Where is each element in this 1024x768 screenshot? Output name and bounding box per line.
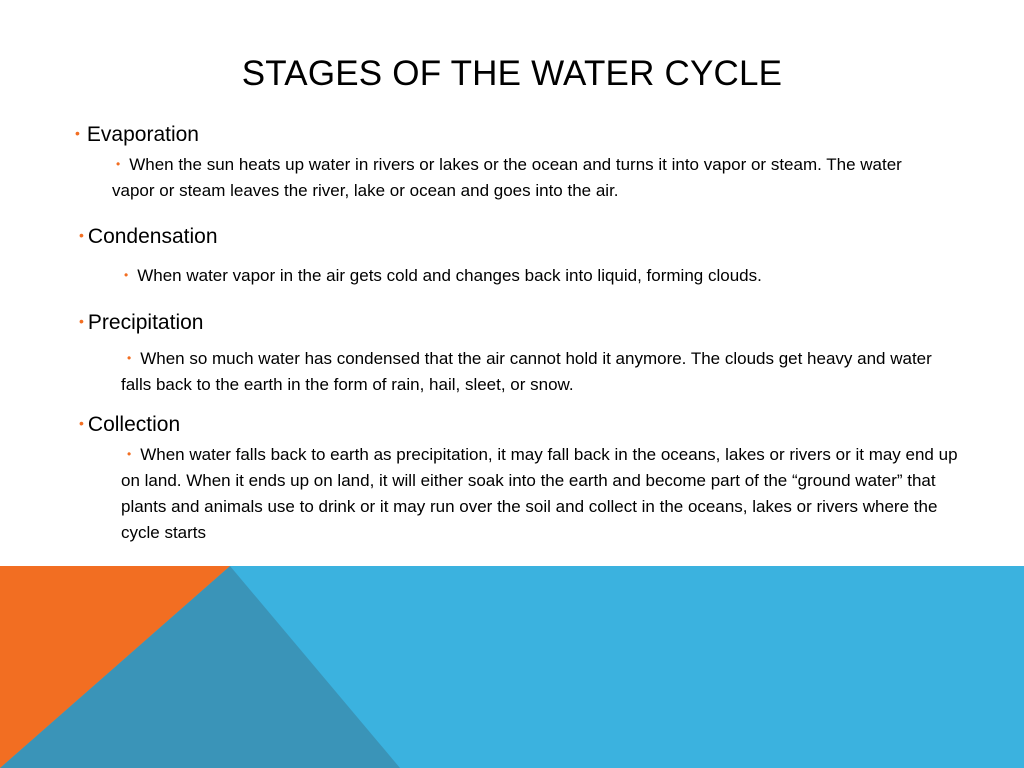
stage-heading-label: Precipitation (87, 311, 204, 334)
stage-heading-label: Condensation (87, 225, 218, 248)
stage-description-text: When water falls back to earth as precipitation, it may fall back in the oceans, lakes or rivers or it may end up on land. When it ends up on land, it will either soak into the earth and become part of the “ground water” that plants and animals use to drink or it may run over the soil and collect in the oceans, lakes or rivers where the cycle starts (121, 445, 958, 542)
stage-heading-evaporation (75, 120, 199, 148)
decorative-footer-band (0, 566, 1024, 768)
stage-heading-condensation (79, 222, 218, 250)
stage-description-collection (121, 441, 966, 546)
stage-description-precipitation (121, 345, 951, 398)
bullet-icon: • (79, 313, 84, 329)
bullet-icon: • (124, 268, 129, 282)
bullet-icon: • (79, 227, 84, 243)
stage-heading-collection (79, 410, 180, 438)
stage-heading-precipitation (79, 308, 203, 336)
stage-heading-label: Collection (87, 413, 181, 436)
stage-description-condensation (124, 262, 944, 289)
bullet-icon: • (79, 415, 84, 431)
stage-description-text: When so much water has condensed that the air cannot hold it anymore. The clouds get heavy and water falls back to the earth in the form of rain, hail, sleet, or snow. (121, 349, 932, 394)
slide-title: STAGES OF THE WATER CYCLE (241, 54, 783, 93)
bullet-icon: • (116, 157, 121, 171)
bullet-icon: • (127, 351, 132, 365)
stage-heading-label: Evaporation (86, 123, 199, 146)
bullet-icon: • (127, 447, 132, 461)
stage-description-evaporation (112, 151, 912, 204)
stage-description-text: When the sun heats up water in rivers or lakes or the ocean and turns it into vapor or steam. The water vapor or steam leaves the river, lake or ocean and goes into the air. (112, 155, 902, 200)
stage-description-text: When water vapor in the air gets cold and changes back into liquid, forming clouds. (137, 266, 762, 285)
bullet-icon: • (75, 125, 80, 141)
